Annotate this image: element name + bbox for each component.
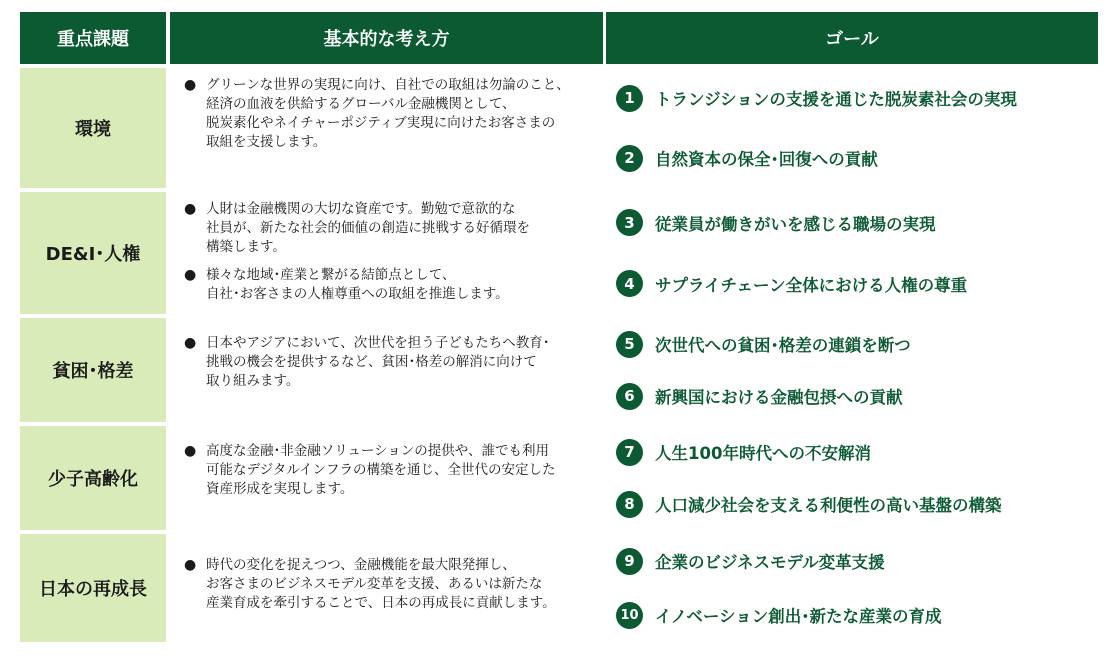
goals-cell	[606, 192, 1098, 314]
goal-item	[616, 208, 1098, 238]
approach-text: 人財は金融機関の大切な資産です。勤勉で意欲的な 社員が、新たな社会的価値の創造に挑戦する好循環を 構築します。	[206, 201, 530, 255]
goal-number-badge: 7	[616, 439, 643, 466]
approach-bullet	[184, 266, 595, 304]
bullet-icon: ●	[184, 201, 197, 217]
goal-item	[616, 381, 1098, 411]
goal-text: 企業のビジネスモデル変革支援	[655, 553, 885, 572]
goal-text: 従業員が働きがいを感じる職場の実現	[655, 214, 936, 234]
bullet-icon: ●	[184, 557, 197, 573]
goal-item	[616, 437, 1098, 467]
goal-text: 人生100年時代への不安解消	[655, 444, 871, 463]
header-priority-issues: 重点課題	[20, 12, 166, 64]
table-row	[20, 68, 1098, 188]
approach-bullet	[184, 442, 595, 499]
goal-text: 自然資本の保全･回復への貢献	[655, 150, 878, 169]
approach-text: 日本やアジアにおいて、次世代を担う子どもたちへ教育･ 挑戦の機会を提供するなど、貧困･格差の解消に向けて 取り組みます。	[206, 335, 550, 389]
approach-cell	[170, 192, 603, 314]
goal-number-badge: 10	[616, 602, 643, 629]
table-row	[20, 318, 1098, 422]
goal-item	[616, 83, 1098, 113]
bullet-icon: ●	[184, 267, 197, 283]
approach-text: 時代の変化を捉えつつ、金融機能を最大限発揮し、 お客さまのビジネスモデル変革を支援、あるいは新たな 産業育成を牽引することで、日本の再成長に貢献します。	[206, 557, 556, 611]
approach-bullet	[184, 200, 595, 257]
approach-cell	[170, 318, 603, 422]
approach-bullet	[184, 334, 595, 391]
approach-text: グリーンな世界の実現に向け、自社での取組は勿論のこと、 経済の血液を供給するグローバル金融機関として、 脱炭素化やネイチャーポジティブ実現に向けたお客さまの 取組を支援します。	[206, 77, 570, 150]
goal-number-badge: 6	[616, 383, 643, 410]
issue-cell: 日本の再成長	[20, 534, 166, 642]
approach-text: 様々な地域･産業と繋がる結節点として、 自社･お客さまの人権尊重への取組を推進します。	[206, 267, 509, 302]
goals-cell	[606, 318, 1098, 422]
goal-item	[616, 489, 1098, 519]
goal-text: トランジションの支援を通じた脱炭素社会の実現	[655, 90, 1017, 109]
header-goals: ゴール	[606, 12, 1098, 64]
goal-number-badge: 3	[616, 209, 643, 236]
goal-text: 人口減少社会を支える利便性の高い基盤の構築	[655, 496, 1002, 515]
table-row	[20, 192, 1098, 314]
bullet-icon: ●	[184, 443, 197, 459]
table-header	[20, 12, 1098, 64]
goals-cell	[606, 68, 1098, 188]
goal-item	[616, 600, 1098, 630]
goals-cell	[606, 534, 1098, 642]
approach-bullet	[184, 76, 595, 152]
table-row	[20, 534, 1098, 642]
goal-number-badge: 9	[616, 548, 643, 575]
goal-item	[616, 546, 1098, 576]
goal-number-badge: 4	[616, 270, 643, 297]
approach-bullet	[184, 556, 595, 613]
goal-text: 次世代への貧困･格差の連鎖を断つ	[655, 336, 911, 355]
issue-cell: 貧困･格差	[20, 318, 166, 422]
goal-item	[616, 143, 1098, 173]
issue-cell: 少子高齢化	[20, 426, 166, 530]
approach-cell	[170, 534, 603, 642]
approach-cell	[170, 68, 603, 188]
bullet-icon: ●	[184, 335, 197, 351]
issue-cell: 環境	[20, 68, 166, 188]
goal-number-badge: 2	[616, 145, 643, 172]
issue-cell: DE&I･人権	[20, 192, 166, 314]
approach-cell	[170, 426, 603, 530]
goal-number-badge: 8	[616, 491, 643, 518]
header-basic-approach: 基本的な考え方	[170, 12, 603, 64]
goal-text: 新興国における金融包摂への貢献	[655, 388, 903, 407]
goal-number-badge: 1	[616, 85, 643, 112]
goal-text: サプライチェーン全体における人権の尊重	[655, 275, 968, 295]
bullet-icon: ●	[184, 77, 197, 93]
table-row	[20, 426, 1098, 530]
goal-item	[616, 329, 1098, 359]
goal-number-badge: 5	[616, 331, 643, 358]
approach-text: 高度な金融･非金融ソリューションの提供や、誰でも利用 可能なデジタルインフラの構築を通じ、全世代の安定した 資産形成を実現します。	[206, 443, 556, 497]
goals-cell	[606, 426, 1098, 530]
goal-text: イノベーション創出･新たな産業の育成	[655, 607, 942, 626]
goal-item	[616, 269, 1098, 299]
priority-issues-table	[20, 12, 1098, 642]
